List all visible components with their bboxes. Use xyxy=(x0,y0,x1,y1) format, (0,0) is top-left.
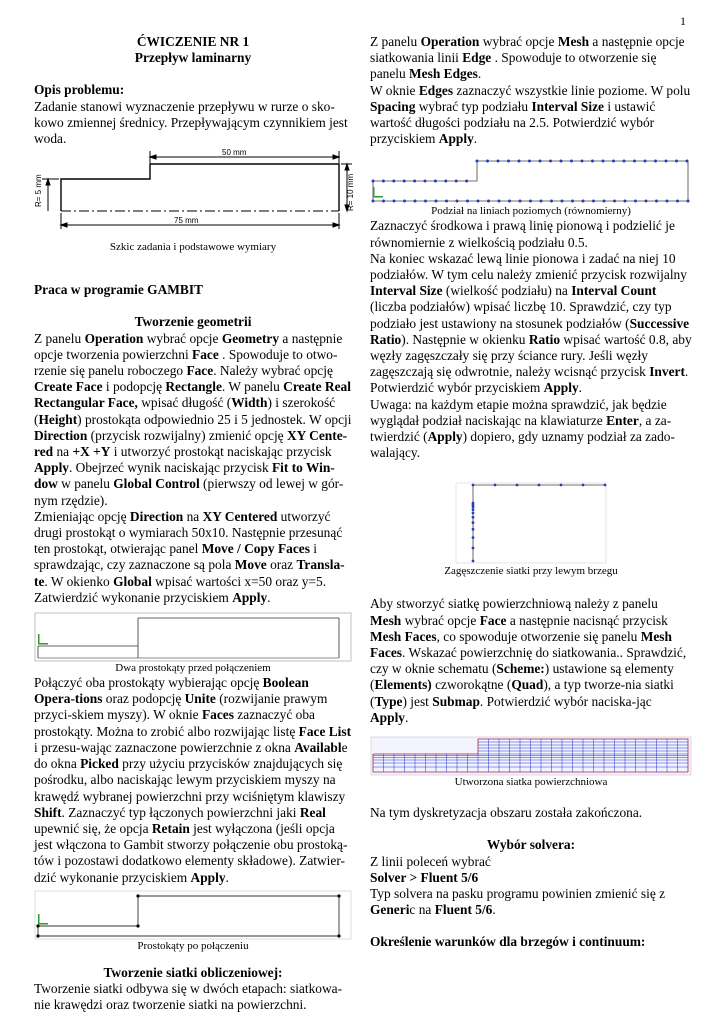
bold-term: Face xyxy=(192,346,219,362)
bold-term: Mesh Faces xyxy=(370,628,437,644)
fig5-caption: Utworzona siatka powierzchniowa xyxy=(454,776,608,789)
bold-term: Interval Size xyxy=(370,283,443,299)
bold-term: Interval Size xyxy=(531,98,604,114)
geometry-paragraph-3: Połączyć oba prostokąty wybierając opcję Boolean Opera-tions oraz podopcję Unite (rozwijanie prawym przyci-skiem myszy). W oknie Faces zaznaczyć oba prostokąty. Można to zrobić albo rozwijając listę Face List i przesu-wając zaznaczone powierzchnie z okna Available do okna Picked przy użyciu przycisków znajdujących się pośrodku, albo naciskając lewym przyciskiem myszy na krawędź wybranej powierzchni przy wciśniętym klawiszy Shift. Zaznaczyć typ łączonych powierzchni jaki Real upewnić się, że opcja Retain jest wyłączona (jeśli opcja jest włączona to Gambit stworzy połączenie obu prostoką-tów i pozostawi dodatkowo elementy składowe). Zatwier-dzić wykonanie przyciskiem Apply. xyxy=(34,675,352,885)
axis-triad-icon-3 xyxy=(373,187,383,198)
solver-heading: Wybór solvera: xyxy=(486,837,576,853)
bold-term: Generi xyxy=(370,902,410,918)
fig-united xyxy=(34,890,352,940)
bold-term: Apply xyxy=(370,709,405,725)
left-refinement-drawing xyxy=(370,481,692,565)
bc-heading: Określenie warunków dla brzegów i continuum: xyxy=(370,934,646,950)
problem-heading: Opis problemu: xyxy=(34,82,125,98)
bold-term: Global Control xyxy=(113,476,200,492)
bold-term: Submap xyxy=(432,693,480,709)
bold-term: Apply xyxy=(543,380,579,396)
gambit-heading: Praca w programie GAMBIT xyxy=(34,282,203,298)
fig-two-rectangles xyxy=(34,612,352,662)
fig2-caption: Prostokąty po połączeniu xyxy=(137,939,249,952)
bold-term: Create Real Rectangular Face, xyxy=(34,379,351,411)
bold-term: Move xyxy=(234,557,267,573)
dim-left-label: R= 5 mm xyxy=(34,174,43,208)
bold-term: Elements) xyxy=(374,677,432,693)
bold-term: Apply xyxy=(438,131,474,147)
bold-term: Invert xyxy=(649,364,685,380)
bold-term: +X +Y xyxy=(72,444,111,460)
bold-term: Apply xyxy=(427,429,463,445)
right-paragraph-2: Zaznaczyć środkowa i prawą linię pionową i podzielić je równomiernie z wielkością podziału 0.5. Na koniec wskazać lewą linie pionowa i zadać na niej 10 podziałów. W tym celu należy zmienić przycisk rozwijalny Interval Size (wielkość podziału) na Interval Count (liczba podziałów) wpisać liczbę 10. Sprawdzić, czy typ podziało jest ustawiony na stosunek podziałów (Successive Ratio). Następnie w okienku Ratio wpisać wartość 0.8, aby węzły zagęszczały się przy ściance rury. Jeśli węzły zagęszczają się odwrotnie, należy wcisnąć przycisk Invert. Potwierdzić wybór przyciskiem Apply. Uwaga: na każdym etapie można sprawdzić, jak będzie wyglądał podział naciskając na klawiaturze Enter, a za-twierdzić (Apply) dopiero, gdy uznamy podział za zado-walający. xyxy=(370,218,692,461)
dim-top-label: 50 mm xyxy=(222,148,247,158)
bold-term: Face List xyxy=(298,723,352,739)
bold-term: Scheme: xyxy=(496,661,545,677)
bold-term: Type xyxy=(374,693,403,709)
bold-term: XY Centered xyxy=(202,508,278,524)
bold-term: Transla-te xyxy=(34,557,345,589)
bold-term: XY Cente-red xyxy=(34,427,348,460)
bold-term: Unite xyxy=(184,691,216,707)
fig1-caption: Dwa prostokąty przed połączeniem xyxy=(115,662,271,675)
sketch-figure xyxy=(34,148,355,241)
bold-term: Solver > Fluent 5/6 xyxy=(370,869,479,885)
bold-term: Edges xyxy=(418,82,454,98)
bold-term: Face xyxy=(186,363,214,379)
bold-term: Enter xyxy=(606,412,639,428)
fig3-caption: Podział na liniach poziomych (równomierny) xyxy=(431,205,631,218)
bold-term: Direction xyxy=(34,427,88,443)
bold-term: Edge xyxy=(462,50,492,66)
bold-term: Move / Copy Faces xyxy=(201,541,310,557)
sketch-caption: Szkic zadania i podstawowe wymiary xyxy=(109,241,277,254)
bold-term: Mesh xyxy=(370,612,402,628)
bold-term: Picked xyxy=(80,756,119,772)
bold-term: Real xyxy=(299,804,326,820)
dim-right-label: R= 10 mm xyxy=(346,174,355,212)
fig-left-refinement xyxy=(370,481,692,565)
bold-term: Geometry xyxy=(221,330,280,346)
bold-term: Spacing xyxy=(370,98,416,114)
bold-term: Apply xyxy=(34,460,69,476)
horizontal-division-drawing xyxy=(370,159,692,205)
bold-term: Mesh Faces xyxy=(370,628,672,661)
bold-term: Availabl xyxy=(294,739,342,755)
bold-term: Mesh Edges xyxy=(409,66,478,82)
united-drawing xyxy=(34,890,352,940)
bold-term: Apply xyxy=(190,869,226,885)
surface-mesh-drawing xyxy=(370,736,692,776)
right-paragraph-1: Z panelu Operation wybrać opcje Mesh a następnie opcje siatkowania linii Edge . Spowoduje to otworzenie się panelu Mesh Edges. W oknie Edges zaznaczyć wszystkie linie poziome. W polu Spacing wybrać typ podziału Interval Size i ustawić wartość długości podziału na 2.5. Potwierdzić wybór przyciskiem Apply. xyxy=(370,34,691,147)
bold-term: Successive Ratio xyxy=(370,315,690,347)
bold-term: Mesh xyxy=(557,34,590,49)
bold-term: Global xyxy=(113,573,152,589)
bold-term: Create Face xyxy=(34,379,103,395)
bold-term: Shift xyxy=(34,804,62,820)
two-rectangles-drawing xyxy=(34,612,352,662)
bold-term: Width xyxy=(231,395,268,411)
geometry-heading: Tworzenie geometrii xyxy=(134,314,252,330)
bold-term: Faces xyxy=(201,707,234,723)
right-paragraph-4: Na tym dyskretyzacja obszaru została zakończona. xyxy=(370,805,643,821)
fig-horizontal-division xyxy=(370,159,692,205)
fig-surface-mesh xyxy=(370,736,692,776)
sketch-drawing xyxy=(34,148,355,241)
bold-term: Fluent 5/6 xyxy=(434,902,493,918)
mesh-text: Tworzenie siatki odbywa się w dwóch etapach: siatkowa-nie krawędzi oraz tworzenie siatki na powierzchni. xyxy=(34,980,343,1013)
bold-term: Operation xyxy=(420,34,480,49)
exercise-title: ĆWICZENIE NR 1 xyxy=(136,34,250,49)
right-paragraph-5: Z linii poleceń wybrać Solver > Fluent 5/6 Typ solvera na pasku programu powinien zmienić się z Generic na Fluent 5/6. xyxy=(370,853,666,918)
left-column xyxy=(34,34,355,1013)
bold-term: Fit to Win-dow xyxy=(34,460,335,492)
exercise-subtitle: Przepływ laminarny xyxy=(134,50,252,66)
bold-term: Height xyxy=(38,411,78,427)
bold-term: Operation xyxy=(84,330,144,346)
right-column xyxy=(370,34,692,951)
page-number: 1 xyxy=(680,14,686,28)
problem-text: Zadanie stanowi wyznaczenie przepływu w rurze o sko-kowo zmiennej średnicy. Przepływającym czynnikiem jest woda. xyxy=(34,98,348,147)
fig4-caption: Zagęszczenie siatki przy lewym brzegu xyxy=(444,565,618,578)
bold-term: Ratio xyxy=(528,331,561,347)
bold-term: Boolean Opera-tions xyxy=(34,675,309,707)
bold-term: Quad xyxy=(511,677,544,693)
geometry-paragraph-2: Zmieniając opcję Direction na XY Centered utworzyć drugi prostokąt o wymiarach 50x10. Następnie przesunąć ten prostokąt, otwierając panel Move / Copy Faces i sprawdzając, czy zaznaczone są pola Move oraz Transla-te. W okienko Global wpisać wartości x=50 oraz y=5. Zatwierdzić wykonanie przyciskiem Apply. xyxy=(34,508,345,605)
mesh-heading: Tworzenie siatki obliczeniowej: xyxy=(103,964,283,980)
bold-term: Direction xyxy=(129,508,184,524)
bold-term: Face xyxy=(479,612,507,628)
bold-term: Apply xyxy=(232,589,268,605)
right-paragraph-3: Aby stworzyć siatkę powierzchniową należy z panelu Mesh wybrać opcje Face a następnie nacisnąć przycisk Mesh Faces, co spowoduje otworzenie się panelu Mesh Faces. Wskazać powierzchnię do siatkowania.. Sprawdzić, czy w oknie schematu (Scheme:) ustawione są elementy (Elements) czworokątne (Quad), a typ tworze-nia siatki (Type) jest Submap. Potwierdzić wybór naciska-jąc Apply. xyxy=(370,596,687,725)
geometry-paragraph-1: Z panelu Operation wybrać opcje Geometry a następnie opcje tworzenia powierzchni Face . Spowoduje to otwo-rzenie się panelu roboczego Face. Należy wybrać opcję Create Face i podopcję Rectangle. W panelu Create Real Rectangular Face, wpisać długość (Width) i szerokość (Height) prostokąta odpowiednio 25 i 5 jednostek. W opcji Direction (przycisk rozwijalny) zmienić opcję XY Cente-red na +X +Y i utworzyć prostokąt naciskając przycisk Apply. Obejrzeć wynik naciskając przycisk Fit to Win-dow w panelu Global Control (pierwszy od lewej w gór-nym rzędzie). xyxy=(34,330,352,508)
bold-term: Interval Count xyxy=(571,283,657,299)
bold-term: Retain xyxy=(151,820,190,836)
dim-bottom-label: 75 mm xyxy=(174,216,199,226)
bold-term: Rectangle xyxy=(165,379,222,395)
